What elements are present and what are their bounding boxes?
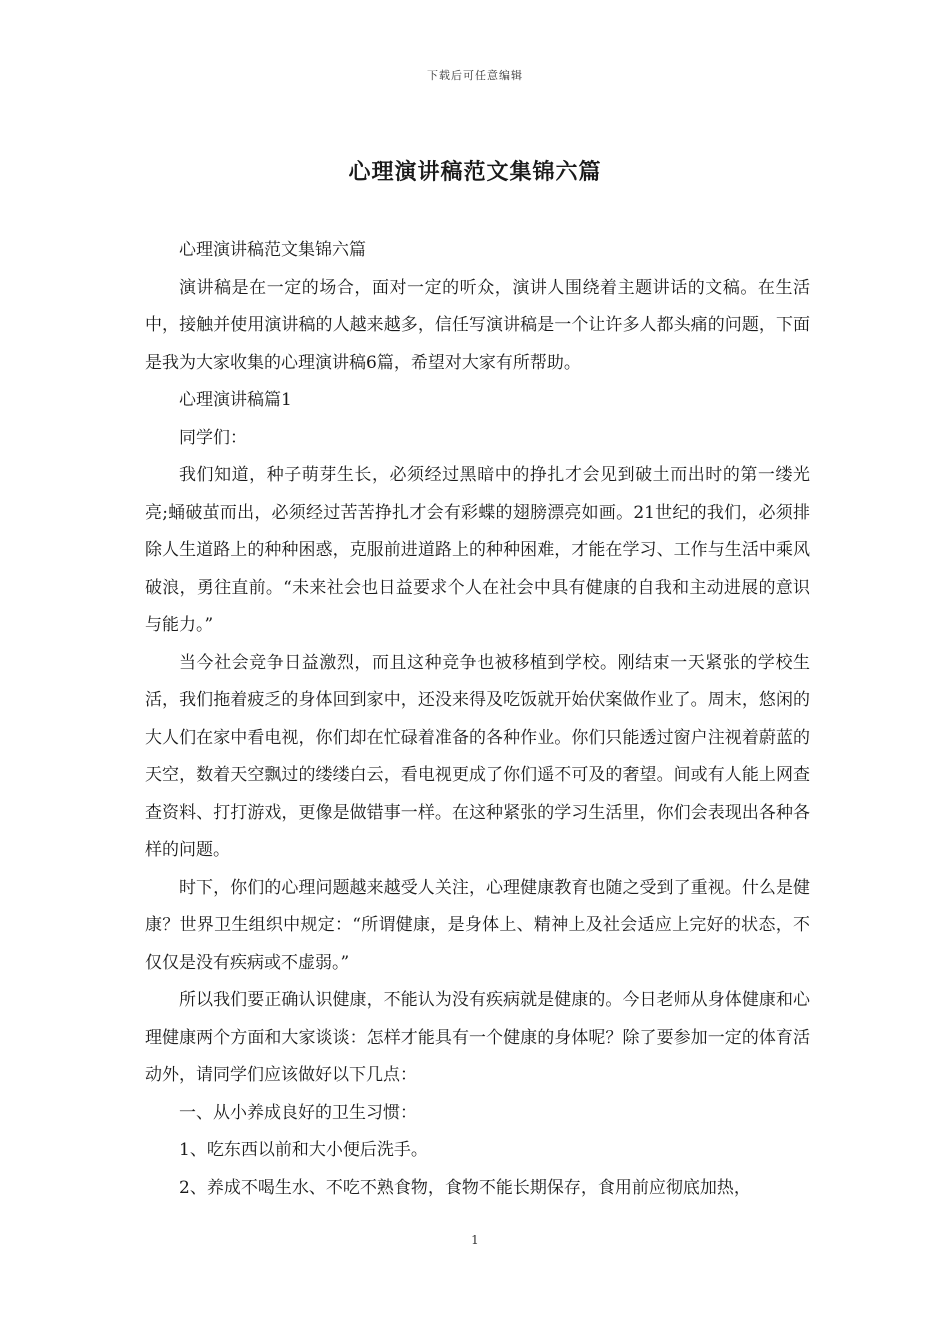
paragraph-body: 当今社会竞争日益激烈，而且这种竞争也被移植到学校。刚结束一天紧张的学校生活，我们拖着疲乏的身体回到家中，还没来得及吃饭就开始伏案做作业了。周末，悠闲的大人们在家中看电视，你们却在忙碌着准备的各种作业。你们只能透过窗户注视着蔚蓝的天空，数着天空飘过的缕缕白云，看电视更成了你们遥不可及的奢望。间或有人能上网查查资料、打打游戏，更像是做错事一样。在这种紧张的学习生活里，你们会表现出各种各样的问题。 — [145, 652, 810, 860]
paragraph-body: 所以我们要正确认识健康，不能认为没有疾病就是健康的。今日老师从身体健康和心理健康两个方面和大家谈谈：怎样才能具有一个健康的身体呢？除了要参加一定的体育活动外，请同学们应该做好以下几点： — [145, 990, 810, 1085]
paragraph-salutation: 同学们： — [179, 427, 247, 448]
document-body — [145, 232, 810, 1207]
page-number: 1 — [471, 1233, 479, 1247]
header-note: 下载后可任意编辑 — [427, 69, 523, 82]
paragraph-section-heading: 心理演讲稿篇1 — [179, 390, 292, 410]
paragraph-intro: 演讲稿是在一定的场合，面对一定的听众，演讲人围绕着主题讲话的文稿。在生活中，接触并使用演讲稿的人越来越多，信任写演讲稿是一个让许多人都头痛的问题，下面是我为大家收集的心理演讲稿6篇，希望对大家有所帮助。 — [145, 277, 810, 373]
list-item: 2、养成不喝生水、不吃不熟食物，食物不能长期保存，食用前应彻底加热， — [179, 1177, 751, 1198]
list-heading: 一、从小养成良好的卫生习惯： — [179, 1102, 417, 1123]
paragraph-body: 时下，你们的心理问题越来越受人关注，心理健康教育也随之受到了重视。什么是健康？世界卫生组织中规定：“所谓健康，是身体上、精神上及社会适应上完好的状态，不仅仅是没有疾病或不虚弱。” — [145, 877, 810, 973]
list-item: 1、吃东西以前和大小便后洗手。 — [179, 1140, 428, 1160]
paragraph-body: 我们知道，种子萌芽生长，必须经过黑暗中的挣扎才会见到破土而出时的第一缕光亮;蛹破茧而出，必须经过苦苦挣扎才会有彩蝶的翅膀漂亮如画。21世纪的我们，必须排除人生道路上的种种困惑，克服前进道路上的种种困难，才能在学习、工作与生活中乘风破浪，勇往直前。“未来社会也日益要求个人在社会中具有健康的自我和主动进展的意识与能力。” — [145, 465, 810, 635]
paragraph-subtitle: 心理演讲稿范文集锦六篇 — [179, 240, 366, 260]
document-title: 心理演讲稿范文集锦六篇 — [348, 159, 602, 185]
